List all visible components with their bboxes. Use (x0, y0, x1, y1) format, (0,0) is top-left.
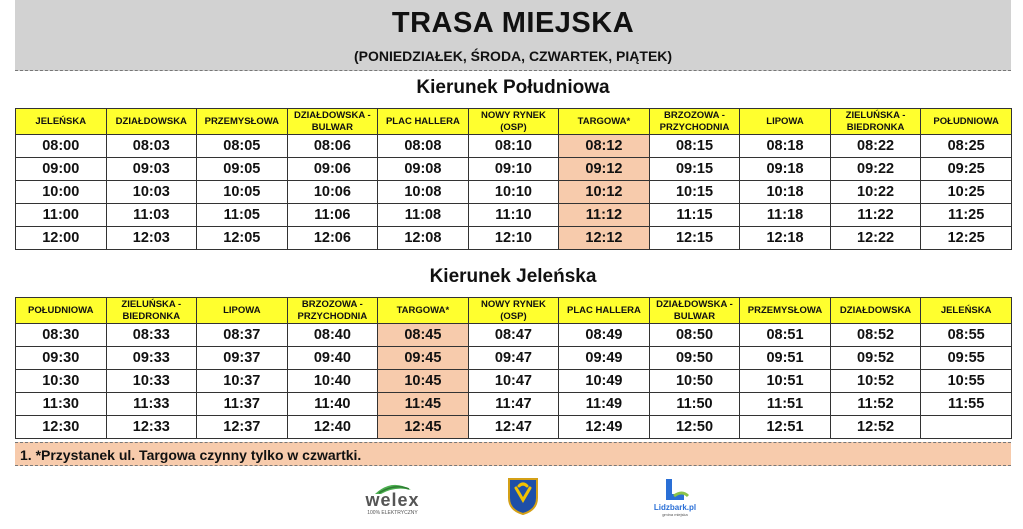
departure-time: 08:49 (559, 324, 650, 347)
departure-time: 12:10 (468, 227, 559, 250)
table-row (16, 370, 1012, 393)
departure-time: 09:33 (106, 347, 197, 370)
departure-time: 10:06 (287, 181, 378, 204)
departure-time: 09:08 (378, 158, 469, 181)
departure-time: 11:47 (468, 393, 559, 416)
stop-header-row (16, 109, 1012, 135)
departure-time: 10:47 (468, 370, 559, 393)
welex-logo-caption: 100% ELEKTRYCZNY (367, 510, 418, 516)
lidzbark-mark-icon (652, 476, 698, 506)
stop-name: PLAC HALLERA (378, 109, 469, 135)
departure-time: 11:18 (740, 204, 831, 227)
departure-time: 12:00 (16, 227, 107, 250)
table-row (16, 227, 1012, 250)
departure-time: 12:52 (830, 416, 921, 439)
departure-time: 08:03 (106, 135, 197, 158)
departure-time: 10:51 (740, 370, 831, 393)
departure-time: 10:05 (197, 181, 288, 204)
departure-time: 09:03 (106, 158, 197, 181)
departure-time: 09:30 (16, 347, 107, 370)
departure-time: 12:12 (559, 227, 650, 250)
departure-time: 11:12 (559, 204, 650, 227)
stop-name: TARGOWA* (378, 298, 469, 324)
departure-time: 12:05 (197, 227, 288, 250)
departure-time (921, 416, 1012, 439)
departure-time: 09:05 (197, 158, 288, 181)
departure-time: 11:25 (921, 204, 1012, 227)
departure-time: 09:50 (649, 347, 740, 370)
departure-time: 08:05 (197, 135, 288, 158)
departure-time: 08:10 (468, 135, 559, 158)
departure-time: 09:37 (197, 347, 288, 370)
departure-time: 08:15 (649, 135, 740, 158)
departure-time: 10:33 (106, 370, 197, 393)
stop-name: ZIELUŃSKA - BIEDRONKA (830, 109, 921, 135)
departure-time: 08:55 (921, 324, 1012, 347)
departure-time: 12:33 (106, 416, 197, 439)
lidzbark-logo-text: Lidzbark.pl (653, 503, 697, 512)
stop-name: DZIAŁDOWSKA (830, 298, 921, 324)
departure-time: 11:30 (16, 393, 107, 416)
departure-time: 12:40 (287, 416, 378, 439)
departure-time: 11:08 (378, 204, 469, 227)
departure-time: 08:33 (106, 324, 197, 347)
departure-time: 10:22 (830, 181, 921, 204)
direction-title-1: Kierunek Południowa (416, 77, 610, 98)
stop-name: DZIAŁDOWSKA (106, 109, 197, 135)
departure-time: 09:40 (287, 347, 378, 370)
departure-time: 12:25 (921, 227, 1012, 250)
departure-time: 11:52 (830, 393, 921, 416)
stop-header-row (16, 298, 1012, 324)
departure-time: 10:10 (468, 181, 559, 204)
stop-name: BRZOZOWA - PRZYCHODNIA (287, 298, 378, 324)
departure-time: 08:37 (197, 324, 288, 347)
departure-time: 09:52 (830, 347, 921, 370)
stop-name: DZIAŁDOWSKA - BULWAR (287, 109, 378, 135)
departure-time: 08:22 (830, 135, 921, 158)
timetable-direction-2 (15, 297, 1012, 439)
departure-time: 11:00 (16, 204, 107, 227)
stop-name: PRZEMYSŁOWA (197, 109, 288, 135)
departure-time: 10:52 (830, 370, 921, 393)
table-row (16, 181, 1012, 204)
direction-title-2: Kierunek Jeleńska (429, 266, 597, 287)
departure-time: 08:47 (468, 324, 559, 347)
departure-time: 08:30 (16, 324, 107, 347)
departure-time: 09:06 (287, 158, 378, 181)
departure-time: 08:18 (740, 135, 831, 158)
departure-time: 10:37 (197, 370, 288, 393)
stop-name: JELEŃSKA (16, 109, 107, 135)
departure-time: 10:18 (740, 181, 831, 204)
departure-time: 08:12 (559, 135, 650, 158)
departure-time: 08:25 (921, 135, 1012, 158)
table-row (16, 158, 1012, 181)
departure-time: 10:00 (16, 181, 107, 204)
table-row (16, 135, 1012, 158)
stop-name: POŁUDNIOWA (921, 109, 1012, 135)
table-row (16, 393, 1012, 416)
departure-time: 10:55 (921, 370, 1012, 393)
departure-time: 10:40 (287, 370, 378, 393)
table-row (16, 347, 1012, 370)
timetable-direction-1 (15, 108, 1012, 250)
departure-time: 09:10 (468, 158, 559, 181)
departure-time: 08:40 (287, 324, 378, 347)
departure-time: 10:49 (559, 370, 650, 393)
departure-time: 09:00 (16, 158, 107, 181)
departure-time: 11:33 (106, 393, 197, 416)
stop-name: LIPOWA (197, 298, 288, 324)
departure-time: 09:22 (830, 158, 921, 181)
departure-time: 09:15 (649, 158, 740, 181)
departure-time: 10:15 (649, 181, 740, 204)
departure-time: 11:05 (197, 204, 288, 227)
departure-time: 10:25 (921, 181, 1012, 204)
departure-time: 11:49 (559, 393, 650, 416)
departure-time: 10:45 (378, 370, 469, 393)
welex-logo-text: welex (365, 490, 420, 510)
departure-time: 11:37 (197, 393, 288, 416)
stop-name: NOWY RYNEK (OSP) (468, 298, 559, 324)
table-row (16, 416, 1012, 439)
stop-name: JELEŃSKA (921, 298, 1012, 324)
stop-name: ZIELUŃSKA - BIEDRONKA (106, 298, 197, 324)
departure-time: 08:51 (740, 324, 831, 347)
departure-time: 12:15 (649, 227, 740, 250)
departure-time: 11:22 (830, 204, 921, 227)
departure-time: 11:50 (649, 393, 740, 416)
departure-time: 09:47 (468, 347, 559, 370)
departure-time: 12:50 (649, 416, 740, 439)
stop-name: DZIAŁDOWSKA - BULWAR (649, 298, 740, 324)
lidzbark-logo-caption: gmina miejska (662, 512, 688, 517)
departure-time: 12:22 (830, 227, 921, 250)
departure-time: 10:08 (378, 181, 469, 204)
departure-time: 08:52 (830, 324, 921, 347)
city-crest-icon (506, 476, 540, 516)
departure-time: 09:55 (921, 347, 1012, 370)
welex-logo (355, 478, 430, 518)
departure-time: 08:45 (378, 324, 469, 347)
departure-time: 12:06 (287, 227, 378, 250)
departure-time: 08:06 (287, 135, 378, 158)
departure-time: 10:12 (559, 181, 650, 204)
departure-time: 12:45 (378, 416, 469, 439)
departure-time: 10:30 (16, 370, 107, 393)
departure-time: 09:12 (559, 158, 650, 181)
departure-time: 12:51 (740, 416, 831, 439)
departure-time: 11:45 (378, 393, 469, 416)
departure-time: 09:49 (559, 347, 650, 370)
stop-name: NOWY RYNEK (OSP) (468, 109, 559, 135)
departure-time: 09:51 (740, 347, 831, 370)
departure-time: 10:03 (106, 181, 197, 204)
stop-name: PRZEMYSŁOWA (740, 298, 831, 324)
departure-time: 11:06 (287, 204, 378, 227)
departure-time: 11:55 (921, 393, 1012, 416)
departure-time: 09:45 (378, 347, 469, 370)
departure-time: 11:10 (468, 204, 559, 227)
departure-time: 11:40 (287, 393, 378, 416)
footnote: 1. *Przystanek ul. Targowa czynny tylko w czwartki. (15, 442, 1011, 466)
lidzbark-logo (652, 476, 698, 518)
table-row (16, 324, 1012, 347)
departure-time: 08:50 (649, 324, 740, 347)
table-row (16, 204, 1012, 227)
header (15, 0, 1011, 71)
departure-time: 12:08 (378, 227, 469, 250)
departure-time: 12:49 (559, 416, 650, 439)
departure-time: 11:03 (106, 204, 197, 227)
departure-time: 12:30 (16, 416, 107, 439)
page-title: TRASA MIEJSKA (391, 7, 635, 39)
departure-time: 12:37 (197, 416, 288, 439)
departure-time: 08:08 (378, 135, 469, 158)
stop-name: POŁUDNIOWA (16, 298, 107, 324)
stop-name: BRZOZOWA - PRZYCHODNIA (649, 109, 740, 135)
departure-time: 12:47 (468, 416, 559, 439)
departure-time: 08:00 (16, 135, 107, 158)
departure-time: 11:51 (740, 393, 831, 416)
stop-name: PLAC HALLERA (559, 298, 650, 324)
departure-time: 12:03 (106, 227, 197, 250)
stop-name: LIPOWA (740, 109, 831, 135)
page-subtitle: (PONIEDZIAŁEK, ŚRODA, CZWARTEK, PIĄTEK) (353, 48, 673, 64)
departure-time: 11:15 (649, 204, 740, 227)
stop-name: TARGOWA* (559, 109, 650, 135)
departure-time: 09:25 (921, 158, 1012, 181)
departure-time: 10:50 (649, 370, 740, 393)
departure-time: 09:18 (740, 158, 831, 181)
departure-time: 12:18 (740, 227, 831, 250)
